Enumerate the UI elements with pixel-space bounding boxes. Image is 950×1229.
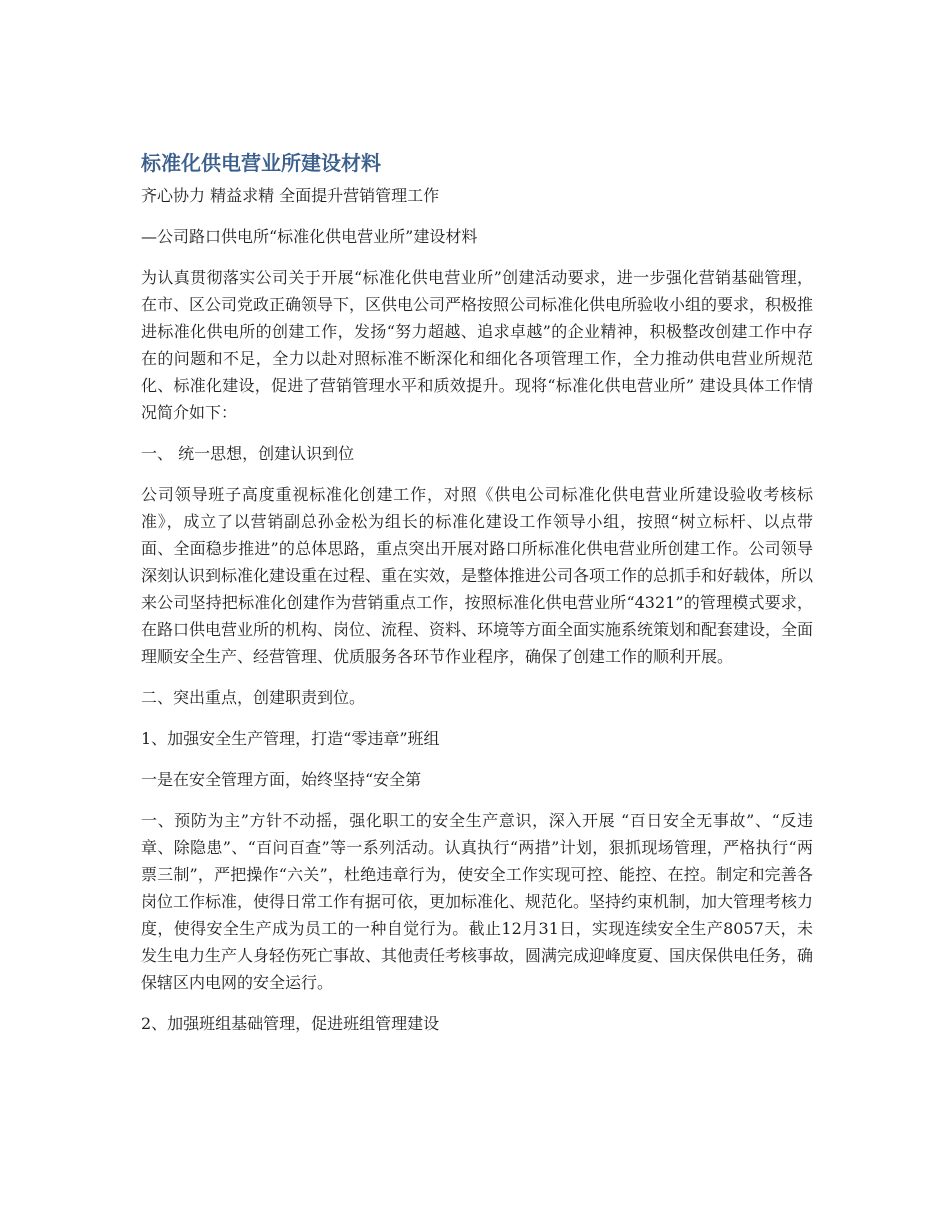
document-subtitle: 齐心协力 精益求精 全面提升营销管理工作 (141, 186, 440, 205)
section-heading-1: 一、 统一思想，创建认识到位 (141, 444, 355, 463)
paragraph-intro: 为认真贯彻落实公司关于开展“标准化供电营业所”创建活动要求，进一步强化营销基础管理，在市、区公司党政正确领导下，区供电公司严格按照公司标准化供电所验收小组的要求，积极推进标准化供电所的创建工作，发扬“努力超越、追求卓越”的企业精神，积极整改创建工作中存在的问题和不足，全力以赴对照标准不断深化和细化各项管理工作，全力推动供电营业所规范化、标准化建设，促进了营销管理水平和质效提升。现将“标准化供电营业所” 建设具体工作情况简介如下： (141, 268, 814, 422)
paragraph-safety-body: 一、预防为主”方针不动摇，强化职工的安全生产意识，深入开展 “百日安全无事故”、“反违章、除隐患”、“百问百查”等一系列活动。认真执行“两措”计划，狠抓现场管理，严格执行“两票三制”，严把操作“六关”，杜绝违章行为，使安全工作实现可控、能控、在控。制定和完善各岗位工作标准，使得日常工作有据可依，更加标准化、规范化。坚持约束机制，加大管理考核力度，使得安全生产成为员工的一种自觉行为。截止12月31日，实现连续安全生产8057天，未发生电力生产人身轻伤死亡事故、其他责任考核事故，圆满完成迎峰度夏、国庆保供电任务，确保辖区内电网的安全运行。 (141, 811, 814, 992)
subsection-heading-2: 2、加强班组基础管理，促进班组管理建设 (141, 1014, 440, 1033)
paragraph-section-1: 公司领导班子高度重视标准化创建工作，对照《供电公司标准化供电营业所建设验收考核标准》，成立了以营销副总孙金松为组长的标准化建设工作领导小组，按照“树立标杆、以点带面、全面稳步推进”的总体思路，重点突出开展对路口所标准化供电营业所创建工作。公司领导深刻认识到标准化建设重在过程、重在实效，是整体推进公司各项工作的总抓手和好载体，所以来公司坚持把标准化创建作为营销重点工作，按照标准化供电营业所“4321”的管理模式要求，在路口供电营业所的机构、岗位、流程、资料、环境等方面全面实施系统策划和配套建设，全面理顺安全生产、经营管理、优质服务各环节作业程序，确保了创建工作的顺利开展。 (141, 485, 814, 666)
paragraph-source-line: —公司路口供电所“标准化供电营业所”建设材料 (141, 227, 478, 246)
subsection-heading-1: 1、加强安全生产管理，打造“零违章”班组 (141, 729, 440, 748)
document-page (141, 148, 813, 1051)
document-title: 标准化供电营业所建设材料 (141, 151, 381, 175)
section-heading-2: 二、突出重点，创建职责到位。 (141, 688, 366, 707)
paragraph-safety-lead: 一是在安全管理方面，始终坚持“安全第 (141, 770, 422, 789)
